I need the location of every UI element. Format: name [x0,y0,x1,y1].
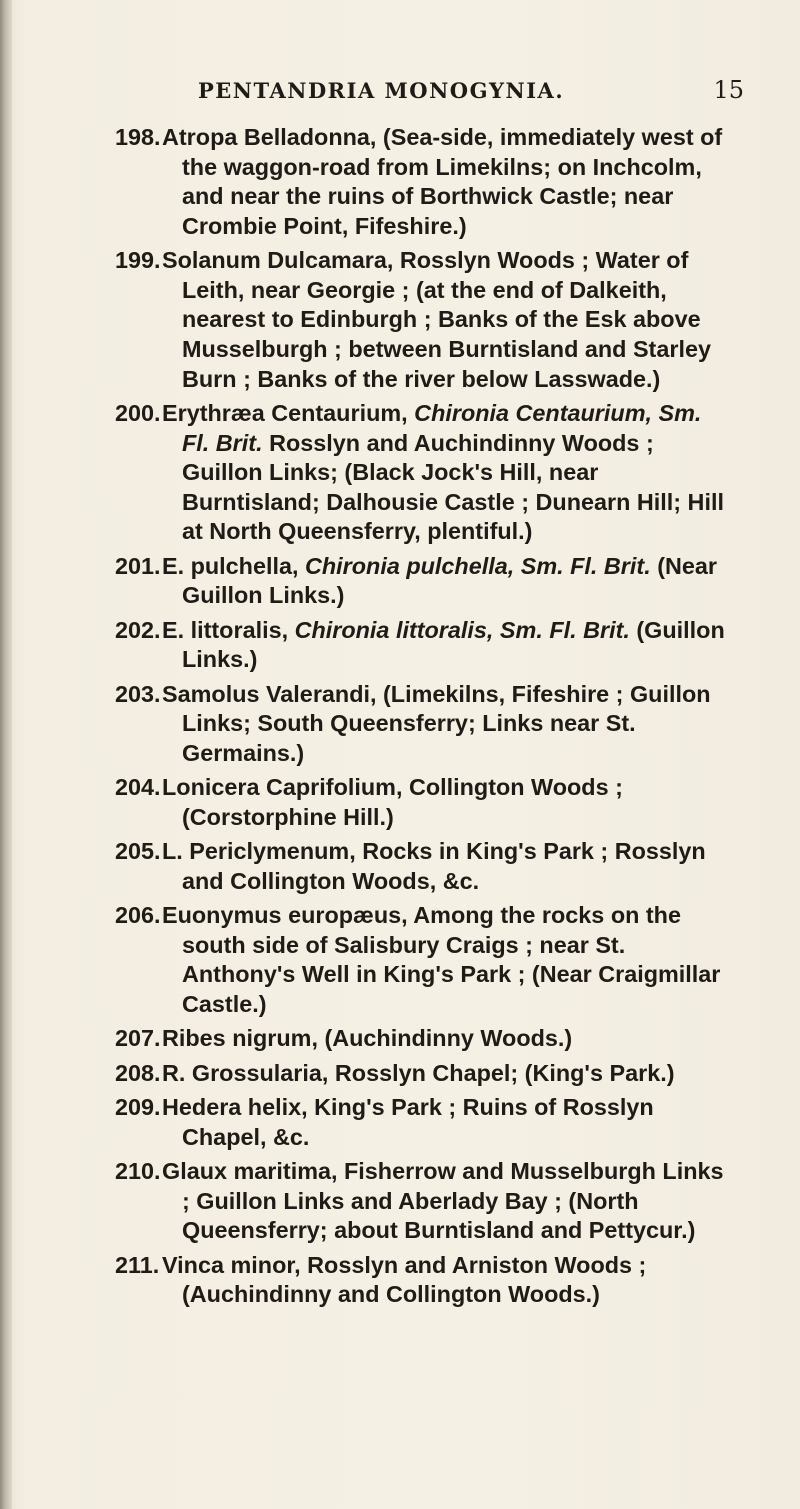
entry-text: E. pulchella, [162,552,305,579]
entry-synonym: Chironia littoralis, Sm. Fl. Brit. [294,616,630,643]
list-item [0,837,800,896]
entry-list [0,123,800,1315]
entry-number: 209. [115,1094,161,1121]
list-item [0,1024,800,1054]
page-header [60,78,750,110]
list-item [0,123,800,241]
entry-locations: Rosslyn and Auchindinny Woods ; Guillon Links; (Black Jock's Hill, near Burntisland; Dalhousie Castle ; Dunearn Hill; Hill at North Queensferry, plentiful.) [182,429,724,545]
entry-text-block [162,552,730,611]
entry-number: 210. [115,1158,161,1185]
page-number: 15 [713,76,744,104]
list-item [0,773,800,832]
entry-text: Glaux maritima, Fisherrow and Musselburgh Links ; Guillon Links and Aberlady Bay ; (North Queensferry; about Burntisland and Pettycur.) [162,1158,724,1244]
entry-number: 206. [115,902,161,929]
entry-text: E. littoralis, [162,616,295,643]
entry-synonym: Chironia Centaurium, Sm. Fl. Brit. [182,399,702,456]
entry-text: Solanum Dulcamara, Rosslyn Woods ; Water of Leith, near Georgie ; (at the end of Dalkeith, nearest to Edinburgh ; Banks of the Esk above Musselburgh ; between Burntisland and Starley Burn ; Banks of the river below Lasswade.) [162,247,711,392]
list-item [0,552,800,611]
list-item [0,616,800,675]
entry-text-block [162,399,730,547]
entry-text: Atropa Belladonna, (Sea-side, immediately west of the waggon-road from Limekilns; on Inchcolm, and near the ruins of Borthwick Castle; near Crombie Point, Fifeshire.) [162,124,723,239]
list-item [0,680,800,769]
entry-text: Euonymus europæus, Among the rocks on the south side of Salisbury Craigs ; near St. Anthony's Well in King's Park ; (Near Craigmillar Castle.) [162,902,721,1017]
list-item [0,901,800,1019]
entry-number: 211. [115,1251,160,1278]
list-item [0,1093,800,1152]
list-item [0,1059,800,1089]
entry-text: Hedera helix, King's Park ; Ruins of Rosslyn Chapel, &c. [162,1094,654,1150]
entry-number: 205. [115,838,161,865]
entry-text: L. Periclymenum, Rocks in King's Park ; Rosslyn and Collington Woods, &c. [162,838,706,894]
entry-locations: (Guillon Links.) [182,616,725,673]
list-item [0,1251,800,1310]
list-item [0,399,800,547]
entry-number: 199. [115,247,161,274]
entry-number: 198. [115,124,161,150]
entry-text: Ribes nigrum, (Auchindinny Woods.) [162,1025,573,1052]
entry-synonym: Chironia pulchella, Sm. Fl. Brit. [304,552,651,579]
entry-locations: (Near Guillon Links.) [182,552,718,609]
entry-text: Samolus Valerandi, (Limekilns, Fifeshire ; Guillon Links; South Queensferry; Links near St. Germains.) [162,680,711,766]
list-item [0,246,800,394]
entry-text: R. Grossularia, Rosslyn Chapel; (King's Park.) [162,1059,675,1086]
entry-number: 201. [115,552,161,579]
entry-number: 202. [115,616,161,643]
entry-text-block [162,616,730,675]
entry-text: Lonicera Caprifolium, Collington Woods ; (Corstorphine Hill.) [162,774,623,830]
entry-number: 204. [115,774,161,801]
entry-text: Erythræa Centaurium, [162,399,415,426]
entry-text: Vinca minor, Rosslyn and Arniston Woods ; (Auchindinny and Collington Woods.) [162,1251,647,1308]
running-title: PENTANDRIA MONOGYNIA. [198,78,565,103]
entry-number: 207. [115,1025,161,1052]
entry-number: 200. [115,399,161,426]
list-item [0,1157,800,1246]
entry-number: 208. [115,1059,161,1086]
entry-number: 203. [115,680,161,707]
